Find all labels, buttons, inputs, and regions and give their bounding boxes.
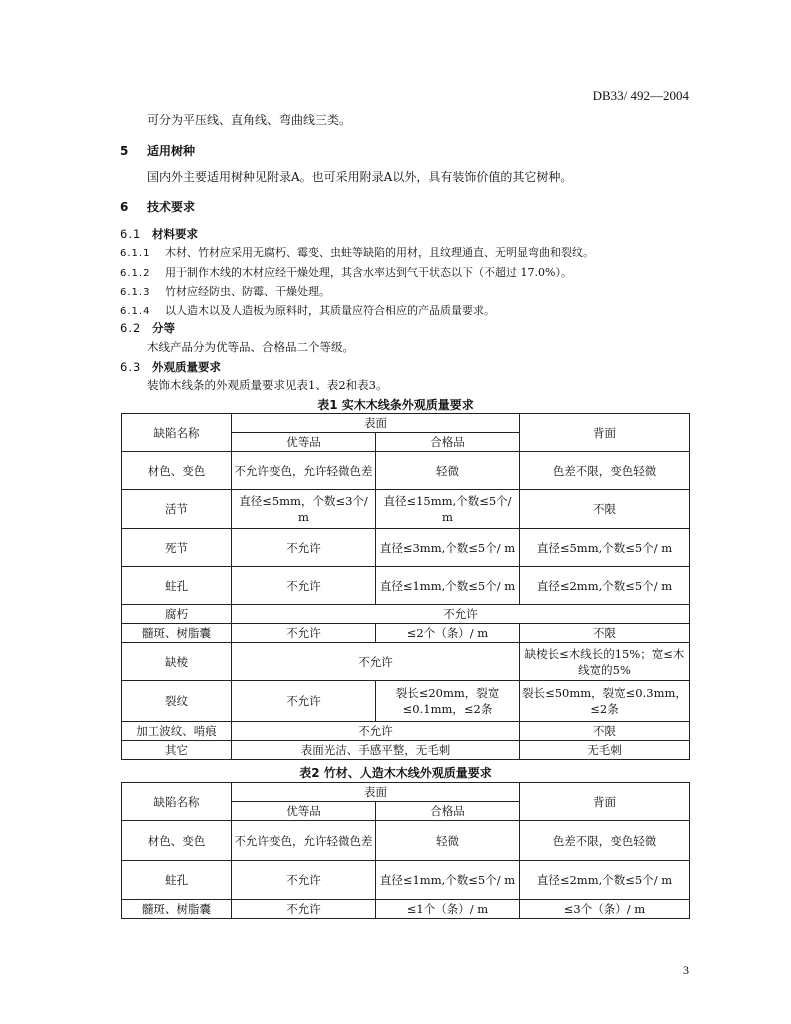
- merged-cell: 不允许: [232, 605, 690, 624]
- section-title: 适用树种: [147, 144, 196, 158]
- section-number: 6.2: [120, 321, 142, 335]
- clause-text: 用于制作木线的木材应经干燥处理，其含水率达到气干状态以下（不超过 17.0%）。: [165, 266, 572, 279]
- table-row: [122, 452, 690, 490]
- section-number: 6.3: [120, 360, 142, 374]
- premium-cell: 不允许: [232, 861, 376, 900]
- defect-name-cell: 死节: [122, 529, 232, 567]
- section-number: 6: [120, 200, 129, 214]
- clause-text: 以人造木以及人造板为原料时，其质量应符合相应的产品质量要求。: [165, 304, 495, 317]
- back-cell: 色差不限，变色轻微: [520, 452, 690, 490]
- defect-name-cell: 裂纹: [122, 681, 232, 722]
- qualified-cell: 直径≤15mm,个数≤5个/ m: [376, 490, 520, 529]
- defect-name-cell: 其它: [122, 741, 232, 760]
- table-row: [122, 722, 690, 741]
- back-cell: 色差不限，变色轻微: [520, 821, 690, 861]
- table-row: [122, 821, 690, 861]
- qualified-cell: 直径≤3mm,个数≤5个/ m: [376, 529, 520, 567]
- clause-number: 6.1.3: [120, 287, 151, 298]
- clause-6-1-3: [120, 283, 330, 299]
- defect-name-cell: 缺棱: [122, 643, 232, 681]
- section-number: 5: [120, 144, 129, 158]
- page-number: 3: [683, 963, 689, 977]
- table-row: [122, 741, 690, 760]
- clause-number: 6.1.1: [120, 248, 151, 259]
- header-back: 背面: [520, 414, 690, 452]
- back-cell: 不限: [520, 490, 690, 529]
- header-premium-grade: 优等品: [232, 802, 376, 821]
- back-cell: 不限: [520, 624, 690, 643]
- back-cell: 不限: [520, 722, 690, 741]
- clause-number: 6.1.4: [120, 306, 151, 317]
- qualified-cell: 裂长≤20mm，裂宽≤0.1mm，≤2条: [376, 681, 520, 722]
- back-cell: 直径≤2mm,个数≤5个/ m: [520, 861, 690, 900]
- table-2: [121, 782, 690, 919]
- table-1: [121, 413, 690, 760]
- table-2-caption: 表2 竹材、人造木木线外观质量要求: [299, 766, 492, 780]
- table-row: [122, 605, 690, 624]
- surface-merged-cell: 不允许: [232, 643, 520, 681]
- back-cell: ≤3个（条）/ m: [520, 900, 690, 919]
- table-row: [122, 861, 690, 900]
- defect-name-cell: 活节: [122, 490, 232, 529]
- clause-6-1-2: [120, 264, 572, 280]
- premium-cell: 不允许: [232, 900, 376, 919]
- defect-name-cell: 蛀孔: [122, 567, 232, 605]
- header-qualified-grade: 合格品: [376, 802, 520, 821]
- qualified-cell: ≤1个（条）/ m: [376, 900, 520, 919]
- premium-cell: 不允许: [232, 529, 376, 567]
- back-cell: 直径≤2mm,个数≤5个/ m: [520, 567, 690, 605]
- header-back: 背面: [520, 783, 690, 821]
- clause-text: 竹材应经防虫、防霉、干燥处理。: [165, 285, 330, 298]
- clause-number: 6.1.2: [120, 268, 151, 279]
- section-title: 材料要求: [152, 227, 198, 241]
- header-surface: 表面: [232, 783, 520, 802]
- qualified-cell: 轻微: [376, 821, 520, 861]
- premium-cell: 不允许: [232, 567, 376, 605]
- section-6-heading: [120, 198, 195, 215]
- clause-text: 木材、竹材应采用无腐朽、霉变、虫蛀等缺陷的用材，且纹理通直、无明显弯曲和裂纹。: [165, 246, 594, 259]
- section-6-2-heading: [120, 320, 175, 336]
- defect-name-cell: 材色、变色: [122, 821, 232, 861]
- back-cell: 无毛刺: [520, 741, 690, 760]
- table-row: [122, 643, 690, 681]
- table-row: [122, 900, 690, 919]
- defect-name-cell: 加工波纹、啃痕: [122, 722, 232, 741]
- clause-6-1-4: [120, 302, 495, 318]
- section-5-body: 国内外主要适用树种见附录A。也可采用附录A以外，具有装饰价值的其它树种。: [147, 170, 573, 184]
- table-1-caption: 表1 实木木线条外观质量要求: [317, 398, 474, 412]
- section-5-heading: [120, 142, 195, 159]
- section-6-3-body: 装饰木线条的外观质量要求见表1、表2和表3。: [147, 378, 388, 392]
- header-defect-name: 缺陷名称: [122, 783, 232, 821]
- qualified-cell: ≤2个（条）/ m: [376, 624, 520, 643]
- premium-cell: 不允许变色，允许轻微色差: [232, 821, 376, 861]
- section-6-3-heading: [120, 359, 221, 375]
- qualified-cell: 直径≤1mm,个数≤5个/ m: [376, 861, 520, 900]
- header-premium-grade: 优等品: [232, 433, 376, 452]
- qualified-cell: 轻微: [376, 452, 520, 490]
- defect-name-cell: 髓斑、树脂囊: [122, 624, 232, 643]
- surface-merged-cell: 不允许: [232, 722, 520, 741]
- surface-merged-cell: 表面光洁、手感平整，无毛刺: [232, 741, 520, 760]
- section-number: 6.1: [120, 227, 142, 241]
- section-title: 技术要求: [147, 200, 196, 214]
- qualified-cell: 直径≤1mm,个数≤5个/ m: [376, 567, 520, 605]
- header-qualified-grade: 合格品: [376, 433, 520, 452]
- premium-cell: 不允许变色，允许轻微色差: [232, 452, 376, 490]
- table-row: [122, 567, 690, 605]
- defect-name-cell: 蛀孔: [122, 861, 232, 900]
- section-title: 外观质量要求: [152, 360, 221, 374]
- header-defect-name: 缺陷名称: [122, 414, 232, 452]
- section-6-1-heading: [120, 226, 198, 242]
- defect-name-cell: 材色、变色: [122, 452, 232, 490]
- back-cell: 缺棱长≤木线长的15%；宽≤木线宽的5%: [520, 643, 690, 681]
- clause-6-1-1: [120, 244, 594, 260]
- table-row: [122, 490, 690, 529]
- premium-cell: 直径≤5mm，个数≤3个/ m: [232, 490, 376, 529]
- section-title: 分等: [152, 321, 175, 335]
- defect-name-cell: 髓斑、树脂囊: [122, 900, 232, 919]
- defect-name-cell: 腐朽: [122, 605, 232, 624]
- premium-cell: 不允许: [232, 624, 376, 643]
- back-cell: 直径≤5mm,个数≤5个/ m: [520, 529, 690, 567]
- table-row: [122, 681, 690, 722]
- table-row: [122, 529, 690, 567]
- table-row: [122, 624, 690, 643]
- premium-cell: 不允许: [232, 681, 376, 722]
- section-6-2-body: 木线产品分为优等品、合格品二个等级。: [147, 340, 354, 354]
- header-surface: 表面: [232, 414, 520, 433]
- back-cell: 裂长≤50mm，裂宽≤0.3mm，≤2条: [520, 681, 690, 722]
- intro-line: 可分为平压线、直角线、弯曲线三类。: [147, 113, 352, 127]
- document-code: DB33/ 492—2004: [592, 88, 689, 103]
